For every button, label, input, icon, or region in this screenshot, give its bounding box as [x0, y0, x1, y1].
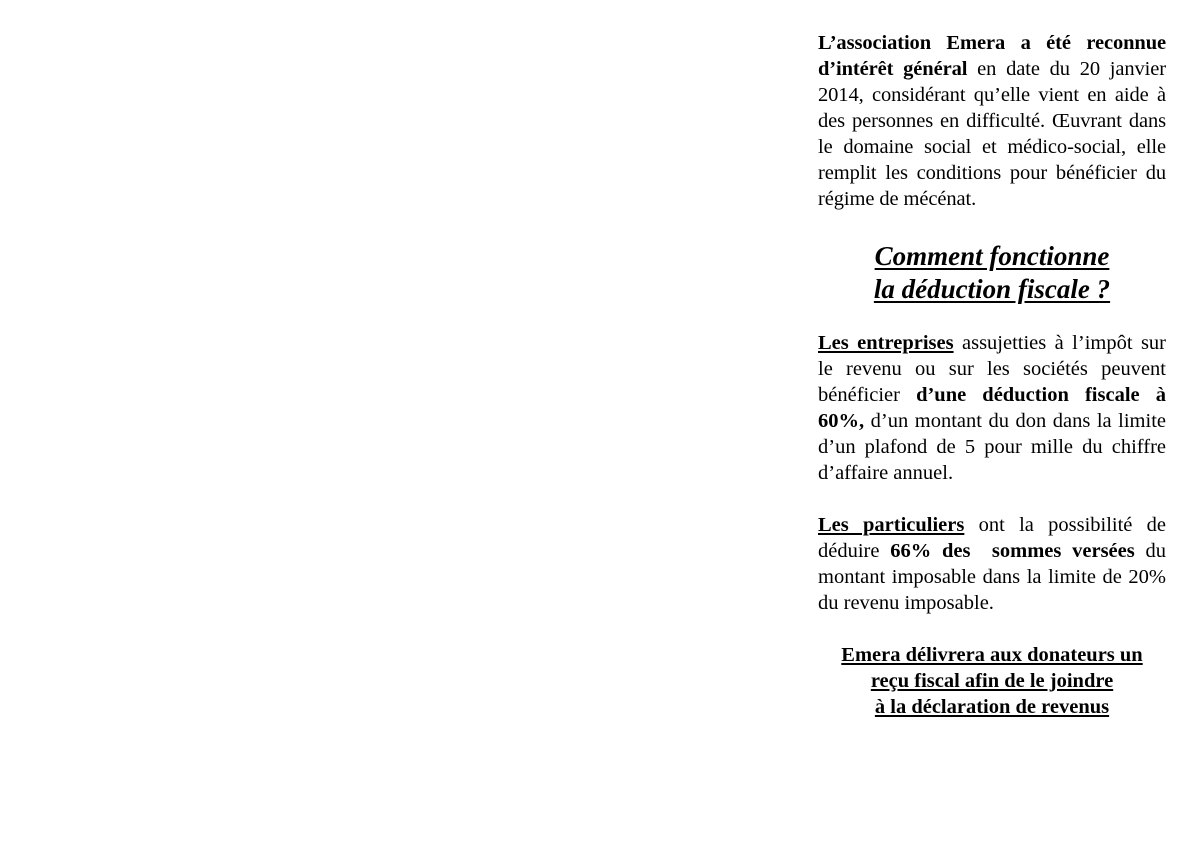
- entreprises-text-2: d’un montant du don dans la limite d’un plafond de 5 pour mille du chiffre d’affaire annuel.: [818, 410, 1166, 484]
- closing-line-1: Emera délivrera aux donateurs un: [841, 644, 1143, 666]
- particuliers-label: Les particuliers: [818, 514, 965, 536]
- entreprises-bold: d’une déduction fiscale à 60%,: [818, 384, 1166, 432]
- particuliers-paragraph: [818, 512, 1166, 616]
- text-column: [818, 30, 1166, 720]
- particuliers-text-1: ont la possibilité de déduire: [818, 514, 1167, 562]
- intro-bold-interet-general: d’intérêt général: [818, 58, 968, 80]
- intro-text: en date du 20 janvier 2014, considérant qu’elle vient en aide à des personnes en difficulté. Œuvrant dans le domaine social et médico-social, elle remplit les conditions pour bénéficier du régime de mécénat.: [818, 58, 1166, 210]
- closing-line-3: à la déclaration de revenus: [874, 696, 1110, 718]
- entreprises-text-1: assujetties à l’impôt sur le revenu ou sur les sociétés peuvent bénéficier: [818, 332, 1167, 406]
- heading-line-1: Comment fonctionne: [874, 241, 1110, 271]
- spacer: [818, 486, 1166, 512]
- particuliers-bold: 66% des sommes versées: [890, 540, 1135, 562]
- entreprises-label: Les entreprises: [818, 332, 954, 354]
- entreprises-paragraph: [818, 330, 1166, 486]
- closing-line-2: reçu fiscal afin de le joindre: [870, 670, 1114, 692]
- heading-line-2: la déduction fiscale ?: [873, 274, 1111, 304]
- intro-bold-association: L’association Emera a été reconnue: [818, 32, 1166, 54]
- intro-paragraph: [818, 30, 1166, 212]
- closing-statement: [818, 642, 1166, 720]
- spacer: [818, 616, 1166, 642]
- section-heading: [818, 240, 1166, 306]
- particuliers-text-2: du montant imposable dans la limite de 20% du revenu imposable.: [818, 540, 1166, 614]
